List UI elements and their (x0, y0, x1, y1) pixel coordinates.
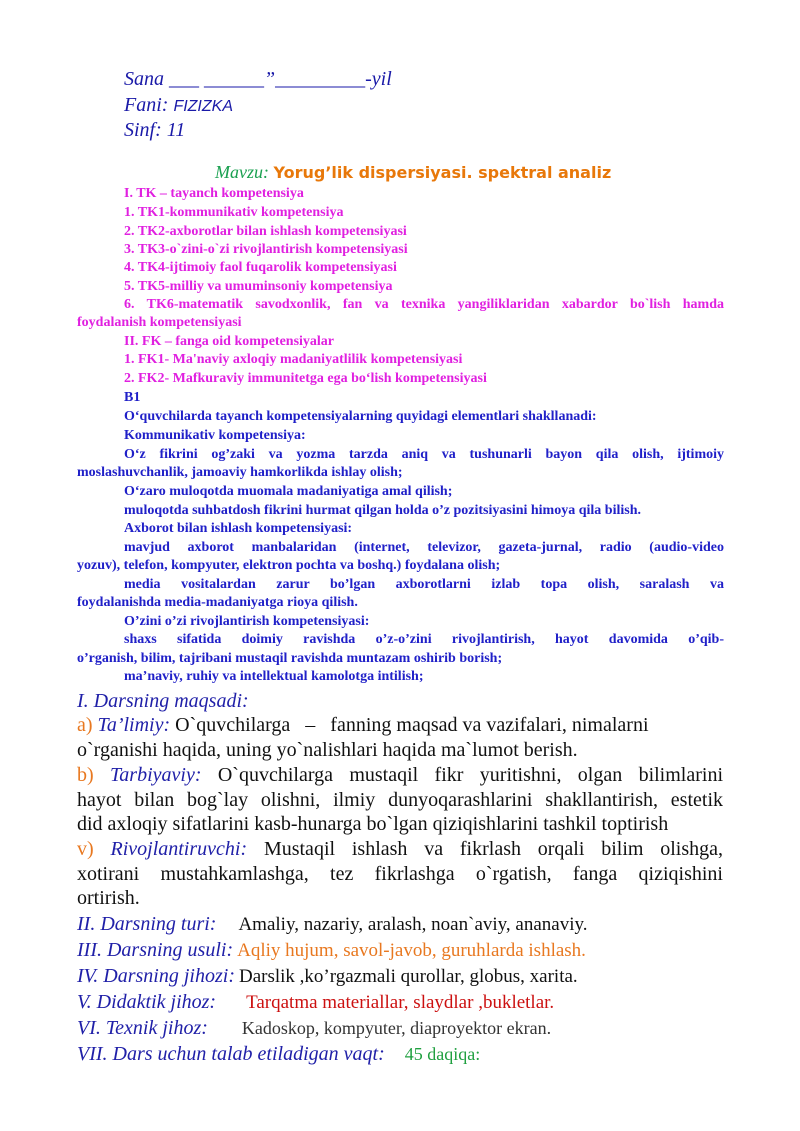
technical-value: Kadoskop, kompyuter, diaproyektor ekran. (241, 1018, 552, 1038)
subject-line (124, 94, 233, 117)
goal-a-letter: a) (77, 714, 93, 736)
didactic-value: Tarqatma materiallar, slaydlar ,bukletlar. (246, 992, 555, 1013)
lesson-type-line (77, 913, 588, 936)
lesson-equipment-label: IV. Darsning jihozi: (77, 965, 235, 987)
technical-label: VI. Texnik jihoz: (77, 1017, 208, 1039)
date-line: Sana ___ ______”_________-yil (124, 68, 392, 90)
goal-b-line1 (77, 764, 723, 787)
lesson-method-line (77, 939, 586, 962)
b1-p1-line2: moslashuvchanlik, jamoaviy hamkorlikda ishlay olish; (77, 465, 403, 480)
lesson-method-value: Aqliy hujum, savol-javob, guruhlarda ishlash. (237, 940, 586, 961)
lesson-method-label: III. Darsning usuli: (77, 939, 234, 961)
goal-v-letter: v) (77, 838, 94, 860)
goal-a-line2: o`rganishi haqida, uning yo`nalishlari haqida ma`lumot berish. (77, 739, 578, 761)
b1-p2: O‘zaro muloqotda muomala madaniyatiga amal qilish; (124, 484, 453, 499)
goal-a-text: O`quvchilarga – fanning maqsad va vazifalari, nimalarni (175, 714, 649, 736)
subject-value: FIZIZKA (173, 98, 233, 115)
goal-v-line2: xotirani mustahkamlashga, tez fikrlashga o`rgatish, fanga qiziqishini (77, 863, 723, 885)
information-heading: Axborot bilan ishlash kompetensiyasi: (124, 521, 353, 536)
b1-label: B1 (124, 390, 141, 405)
didactic-label: V. Didaktik jihoz: (77, 991, 217, 1013)
b1-p3: muloqotda suhbatdosh fikrini hurmat qilgan holda o’z pozitsiyasini himoya qila bilish. (124, 503, 641, 518)
time-label: VII. Dars uchun talab etiladigan vaqt: (77, 1043, 385, 1065)
tk2: 2. TK2-axborotlar bilan ishlash kompetensiyasi (124, 224, 407, 239)
goal-b-text: O`quvchilarga mustaqil fikr yuritishni, olgan bilimlarini (217, 764, 723, 786)
goal-b-line2: hayot bilan bog`lay olishni, ilmiy dunyoqarashlarini shakllantirish, estetik (77, 789, 723, 811)
tk-heading: I. TK – tayanch kompetensiya (124, 186, 304, 201)
self-development-heading: O’zini o’zi rivojlantirish kompetensiyasi: (124, 614, 370, 629)
b1-p6-line1: shaxs sifatida doimiy ravishda o’z-o’zini rivojlantirish, hayot davomida o’qib- (124, 632, 724, 647)
b1-p5-line1: media vositalardan zarur bo’lgan axborotlarni izlab topa olish, saralash va (124, 577, 724, 592)
tk4: 4. TK4-ijtimoiy faol fuqarolik kompetensiyasi (124, 260, 397, 275)
class-line: Sinf: 11 (124, 119, 186, 141)
tk6-line2: foydalanish kompetensiyasi (77, 315, 242, 330)
technical-line (77, 1017, 551, 1040)
goal-b-label: Tarbiyaviy: (110, 764, 202, 786)
time-line (77, 1043, 480, 1066)
lesson-equipment-value: Darslik ,ko’rgazmali qurollar, globus, xarita. (238, 966, 578, 987)
tk5: 5. TK5-milliy va umuminsoniy kompetensiya (124, 279, 393, 294)
didactic-line (77, 991, 554, 1014)
goal-b-letter: b) (77, 764, 94, 786)
time-value: 45 daqiqa: (404, 1044, 481, 1064)
fk2: 2. FK2- Mafkuraviy immunitetga ega bo‘lish kompetensiyasi (124, 371, 487, 386)
topic-label: Mavzu: (215, 162, 269, 182)
goal-v-line1 (77, 838, 723, 861)
fk1: 1. FK1- Ma'naviy axloqiy madaniyatlilik kompetensiyasi (124, 352, 463, 367)
goal-b-line3: did axloqiy sifatlarini kasb-hunarga bo`lgan qiziqishlarini tashkil toptirish (77, 813, 669, 835)
topic-title: Yorug’lik dispersiyasi. spektral analiz (273, 163, 612, 182)
goals-heading: I. Darsning maqsadi: (77, 690, 249, 712)
goal-a-label: Ta’limiy: (97, 714, 171, 736)
b1-p6-line2: o’rganish, bilim, tajribani mustaqil ravishda muntazam oshirib borish; (77, 651, 503, 666)
b1-p5-line2: foydalanishda media-madaniyatga rioya qilish. (77, 595, 358, 610)
fk-heading: II. FK – fanga oid kompetensiyalar (124, 334, 335, 349)
lesson-type-label: II. Darsning turi: (77, 913, 217, 935)
goal-v-text: Mustaqil ishlash va fikrlash orqali bilim olishga, (263, 838, 724, 860)
tk6-line1: 6. TK6-matematik savodxonlik, fan va texnika yangiliklaridan xabardor bo`lish hamda (124, 297, 724, 312)
topic-line (215, 162, 611, 183)
goal-v-line3: ortirish. (77, 887, 140, 909)
subject-label: Fani: (124, 94, 169, 116)
b1-p1-line1: O‘z fikrini og’zaki va yozma tarzda aniq va tushunarli bayon qila olish, ijtimoiy (124, 447, 724, 462)
tk3: 3. TK3-o`zini-o`zi rivojlantirish kompetensiyasi (124, 242, 408, 257)
tk1: 1. TK1-kommunikativ kompetensiya (124, 205, 344, 220)
b1-p4-line2: yozuv), telefon, kompyuter, elektron pochta va boshq.) foydalana olish; (77, 558, 501, 573)
goal-a-line1 (77, 714, 723, 737)
b1-p7: ma’naviy, ruhiy va intellektual kamolotga intilish; (124, 669, 424, 684)
lesson-equipment-line (77, 965, 578, 988)
goal-v-label: Rivojlantiruvchi: (110, 838, 248, 860)
lesson-type-value: Amaliy, nazariy, aralash, noan`aviy, ananaviy. (238, 914, 588, 935)
b1-intro: O‘quvchilarda tayanch kompetensiyalarning quyidagi elementlari shakllanadi: (124, 409, 597, 424)
communicative-heading: Kommunikativ kompetensiya: (124, 428, 306, 443)
b1-p4-line1: mavjud axborot manbalaridan (internet, televizor, gazeta-jurnal, radio (audio-video (124, 540, 724, 555)
